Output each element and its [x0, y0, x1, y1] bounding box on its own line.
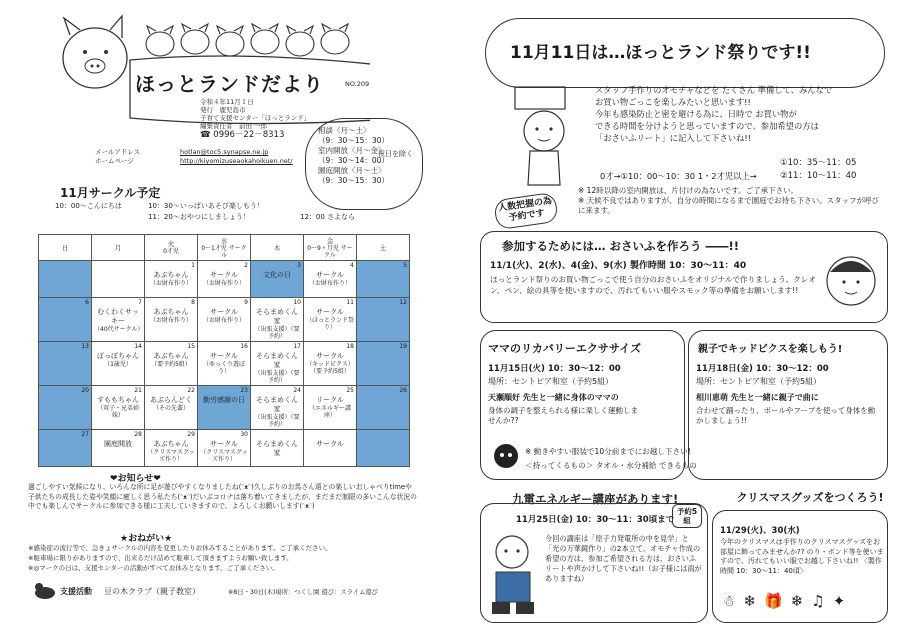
phone-number: ☎ 0996－22－8313 — [200, 130, 285, 140]
request-list — [28, 543, 423, 573]
schedule-item-3: 11：20〜おやつにしましょう！ — [148, 213, 250, 221]
day-number: 11 — [346, 299, 354, 306]
xmas-decorations — [722, 592, 853, 610]
day-number: 2 — [244, 262, 248, 269]
day-event: そらまめくん家 — [256, 308, 298, 325]
calendar-week-row — [39, 430, 410, 467]
calendar-week-row — [39, 261, 410, 298]
calendar-day-cell — [145, 386, 198, 430]
day-number: 13 — [81, 343, 89, 350]
calendar-day-cell — [357, 261, 410, 298]
calendar-day-cell — [251, 430, 304, 467]
day-number: 10 — [293, 299, 301, 306]
day-event-detail: （1歳児） — [104, 361, 132, 368]
wallet-dates: 11/1(火)、2(水)、4(金)、9(水) 製作時間 10：30〜11：40 — [490, 261, 747, 271]
kids-place: 場所：セントピア和室（予約5組） — [696, 377, 822, 386]
kids-date: 11月18日(金) 10：30〜12：00 — [696, 364, 829, 374]
publisher-name: 鹿児島市 — [219, 106, 246, 114]
time-slot-2: ②11：10〜11：40 — [780, 171, 857, 181]
sheep-icon — [490, 440, 522, 472]
hours-line-2: （9：30〜15：30） — [318, 136, 389, 145]
day-event: ぽっぽちゃん — [97, 352, 139, 360]
calendar-day-cell — [304, 342, 357, 386]
footer-text: 豆の木クラブ（親子教室） — [104, 587, 200, 596]
request-item-1: ※感染症の流行等で、急きょサークルの内容を変更したりお休みすることがあります。ご了承ください。 — [28, 544, 332, 552]
publisher-line — [200, 106, 370, 114]
newsletter-title: ほっとランドだより — [135, 72, 324, 96]
mama-date: 11月15日(火) 10：30〜12：00 — [488, 364, 621, 374]
calendar-header: 月 — [92, 235, 145, 261]
calendar-week-row — [39, 298, 410, 342]
music-note-icon: ♫ — [811, 592, 833, 610]
calendar-day-cell — [198, 298, 251, 342]
day-number: 26 — [399, 387, 407, 394]
day-event-detail: （クリスマスグッズ作り） — [147, 449, 195, 463]
gift-icon: 🎁 — [764, 592, 791, 610]
xmas-text: 今年のクリスマスは手作りのクリスマスグッズをお部屋に飾ってみませんか?? のり・ボンド等を使いますので、汚れてもいい服でお越し下さいね!! 〈製作時間 10：30〜11：40頃〉 — [720, 538, 884, 575]
calendar-day-cell — [39, 386, 92, 430]
calendar-day-cell — [251, 386, 304, 430]
xmas-title: クリスマスグッズをつくろう! — [736, 491, 884, 504]
day-event: サークル — [316, 271, 344, 279]
hours-line-4: （9：30〜14：00） — [318, 156, 389, 165]
right-page — [450, 0, 900, 636]
request-title: ★おねがい★ — [120, 534, 173, 544]
child-face-illustration — [820, 250, 882, 312]
calendar-day-cell — [357, 430, 410, 467]
day-number: 16 — [240, 343, 248, 350]
day-event-detail: （要予約5組） — [151, 361, 191, 368]
day-event-detail: （エネルギー講座） — [308, 405, 351, 419]
day-event: そらまめくん家 — [256, 440, 298, 457]
issue-number: NO.209 — [345, 80, 370, 88]
calendar-week-row — [39, 342, 410, 386]
calendar-day-cell — [145, 430, 198, 467]
calendar-day-cell — [39, 298, 92, 342]
day-number: 7 — [138, 299, 142, 306]
day-event: あぶちゃん — [153, 352, 189, 360]
day-event: 勤労感謝の日 — [203, 396, 245, 404]
festival-text-line-1: スタッフ手作りのオモチャなどを たくさん 準備して、みんなで — [595, 85, 833, 95]
calendar-day-cell — [198, 342, 251, 386]
day-number: 12 — [399, 299, 407, 306]
calendar-day-cell — [357, 298, 410, 342]
reserve-badge: 人数把握の為予約です — [493, 192, 559, 230]
festival-note-2: ※ 天候不良ではありますが、自分の時間になるまで園庭でお待ち下さい。スタッフが呼びに来ます。 — [578, 196, 880, 215]
mail-link[interactable]: hotlan@toc5.synapse.ne.jp — [180, 148, 269, 156]
circle-calendar — [38, 234, 410, 467]
day-event-detail: （40代サークル） — [94, 326, 144, 333]
day-event: そらまめくん家 — [256, 352, 298, 369]
day-event-detail: （お財布作り） — [149, 317, 192, 324]
day-number: 4 — [350, 262, 354, 269]
calendar-header: 日 — [39, 235, 92, 261]
day-event-detail: （クリスマスグッズ作り） — [200, 449, 248, 463]
day-number: 29 — [187, 431, 195, 438]
day-event-detail: （双子・兄弟姉妹） — [96, 405, 139, 419]
calendar-day-cell — [304, 386, 357, 430]
mail-label: メールアドレス — [95, 148, 141, 156]
editor-name: 前田 一郎 — [239, 122, 268, 130]
bring-items: ＜持ってくるもの＞ タオル・水分補給 できるもの — [525, 461, 697, 470]
day-number: 3 — [297, 262, 301, 269]
time-slot-age: 0才→①10：00〜10：30 1・2才児以上→ — [600, 171, 757, 181]
day-number: 25 — [346, 387, 354, 394]
festival-text-line-3: 今年も感染防止と密を避ける為に、日時で お買い物が — [595, 109, 797, 119]
footer-note: ※8日・30日(木)場所：つくし園 遊び：スライム遊び — [228, 589, 378, 596]
calendar-day-cell — [357, 342, 410, 386]
editor-label: 編集責任者 — [200, 122, 233, 130]
calendar-day-cell — [92, 430, 145, 467]
festival-text-line-4: できる時間を分けようと思っていますので、参加希望の方は — [595, 121, 819, 131]
day-number: 14 — [134, 343, 142, 350]
schedule-item-1: 10：00〜こんにちは — [55, 202, 122, 210]
xmas-date: 11/29(火)、30(水) — [720, 526, 800, 536]
mama-text: 身体の調子を整えられる様に楽しく運動しませんか?? — [488, 406, 638, 425]
mama-title: ママのリカバリーエクササイズ — [488, 342, 642, 355]
snowman-icon: ☃ — [722, 592, 744, 610]
calendar-header: 火 0才児 — [145, 235, 198, 261]
day-event: サークル — [210, 308, 238, 316]
day-number: 30 — [240, 431, 248, 438]
day-event: あぶちゃん — [153, 271, 189, 279]
hours-line-5: 園庭開放〈月〜土〉 — [318, 166, 386, 175]
festival-text-line-2: お買い物ごっこを楽しみたいと思います!! — [595, 97, 751, 107]
hours-line-3: 室内開放〈月〜金〉 — [318, 146, 386, 155]
candy-cane-icon: ✦ — [832, 592, 854, 610]
calendar-day-cell — [198, 261, 251, 298]
hours-line-1: 相談〈月〜土〉 — [318, 126, 371, 135]
calendar-day-cell — [92, 386, 145, 430]
circle-schedule-title: 11月サークル予定 — [60, 186, 161, 200]
calendar-day-cell — [304, 430, 357, 467]
snowflake-icon: ❄ — [790, 592, 812, 610]
calendar-day-cell — [145, 298, 198, 342]
calendar-day-cell — [251, 298, 304, 342]
wallet-title: 参加するためには… おさいふを作ろう ――!! — [502, 239, 739, 253]
hours-holiday-note: 祝日を除く — [378, 150, 413, 158]
notice-text: 過ごしやすい気候になり、いろんな所に足が遊びやすくなりましたね(ᵔᴥᵔ)久しぶりのお馬さん遠との楽しいおしゃべりtimeや子供たちの成長した姿や笑顔に癒しく思う私たち(ᵔᴥᵔ)だいぶコロナは落ち着いてきましたが、まだまだ制限の多いこんな状況の中でも楽しんでサークルに参加できる様に工夫していきますので、よろしくお願いします(ᵔᴥᵔ) — [28, 483, 417, 510]
day-number: 19 — [399, 343, 407, 350]
request-item-2: ※駐車場に限りがありますので、出来るだけ詰めて駐車して頂きますようお願い致します。 — [28, 554, 293, 562]
publish-date: 令和４年11月１日 — [200, 98, 254, 106]
day-event: サークル — [316, 352, 344, 360]
day-number: 20 — [81, 387, 89, 394]
day-event-detail: （お財布作り） — [202, 317, 245, 324]
time-slot-1: ①10：35〜11：05 — [780, 158, 857, 168]
day-event-detail: （ゆっくり遊ぼう） — [203, 361, 245, 375]
day-event: リークル — [316, 396, 344, 404]
day-event: そらまめくん家 — [256, 396, 298, 413]
kids-teacher: 相川恵萌 先生と一緒に親子で曲に — [696, 393, 819, 402]
festival-title: 11月11日は…ほっとランド祭りです!! — [510, 43, 811, 63]
festival-note-1: ※ 12時以降の室内開放は、片付けの為ないです。ご了承下さい。 — [578, 186, 799, 195]
schedule-item-4: 12：00 さよなら — [300, 213, 356, 221]
day-number: 15 — [187, 343, 195, 350]
center-name: 子育て支援センター「ほっとランド」 — [200, 114, 311, 122]
duck-icon — [32, 580, 56, 600]
bring-text: ※ 動きやすい服装で10分前までにお越し下さい! — [525, 447, 691, 456]
kyuden-reserve-badge: 予約5組 — [672, 504, 702, 528]
day-number: 24 — [293, 387, 301, 394]
day-event: サークル — [210, 352, 238, 360]
day-number: 5 — [403, 262, 407, 269]
calendar-day-cell — [39, 430, 92, 467]
calendar-header: 水 0〜1才児 サークル — [198, 235, 251, 261]
day-number: 22 — [187, 387, 195, 394]
child-sign-illustration — [510, 85, 580, 205]
day-number: 9 — [244, 299, 248, 306]
day-event: サークル — [210, 271, 238, 279]
festival-notes — [578, 186, 883, 216]
kids-text: 合わせて踊ったり、ボールやフープを使って身体を動かしましょう!! — [696, 406, 876, 425]
calendar-day-cell — [304, 261, 357, 298]
robot-illustration — [488, 532, 538, 618]
home-label: ホームページ — [95, 157, 134, 165]
day-event: サークル — [316, 440, 344, 448]
publisher-label: 発行 — [200, 106, 213, 114]
notice-title: ❤お知らせ❤ — [110, 474, 161, 484]
snowflake-icon: ❄ — [743, 592, 765, 610]
calendar-day-cell — [92, 261, 145, 298]
calendar-day-cell — [39, 261, 92, 298]
calendar-header: 土 — [357, 235, 410, 261]
calendar-day-cell — [251, 342, 304, 386]
phone-value: 0996－22－8313 — [213, 130, 285, 140]
schedule-item-2: 10：30〜いっぱいあそび楽しもう！ — [148, 202, 264, 210]
calendar-day-cell — [92, 342, 145, 386]
calendar-day-cell — [198, 386, 251, 430]
day-event-detail: （出張支援）（要予約） — [254, 414, 300, 428]
kids-title: 親子でキッドビクスを楽しもう! — [698, 344, 843, 355]
kyuden-text: 今回の講座は「原子力発電所の中を見学」と「光の万華鏡作り」の2本立て。オモチャ作成の希望の方は、参加ご希望される方は、おさいふリートや声かけして下さいね!!（お子様には雨がありますね） — [545, 534, 702, 583]
day-number: 1 — [191, 262, 195, 269]
calendar-day-cell — [251, 261, 304, 298]
calendar-day-cell — [304, 298, 357, 342]
day-event-detail: （お財布作り） — [149, 280, 192, 287]
mama-teacher: 天瀬順好 先生と一緒に身体のママの — [488, 393, 619, 402]
calendar-day-cell — [198, 430, 251, 467]
kyuden-title: 九電エネルギー講座があります! — [512, 492, 679, 506]
day-event-detail: （出張支援）（要予約） — [254, 370, 300, 384]
calendar-day-cell — [39, 342, 92, 386]
wallet-text: ほっとランド祭りのお買い物ごっこで使う自分のおさいふをオリジナルで作りましょう。クレオン、ペン、絵の具等を使いますので、汚れてもいい服やスモック等の準備をお願いします!! — [490, 275, 816, 295]
calendar-header: 木 — [251, 235, 304, 261]
day-event-detail: （ほっとランド祭り） — [306, 317, 355, 331]
day-number: 28 — [134, 431, 142, 438]
calendar-day-cell — [357, 386, 410, 430]
day-event: サークル — [316, 308, 344, 316]
kyuden-date: 11月25日(金) 10：30〜11：30頃まで — [516, 515, 675, 525]
calendar-header-row — [39, 235, 410, 261]
day-number: 8 — [191, 299, 195, 306]
calendar-day-cell — [92, 298, 145, 342]
calendar-header: 金 0〜9ヶ月児 サークル — [304, 235, 357, 261]
day-event: すももちゃん — [97, 396, 139, 404]
day-number: 23 — [240, 387, 248, 394]
day-event-detail: （出張支援）（要予約） — [254, 326, 300, 340]
calendar-week-row — [39, 386, 410, 430]
request-item-3: ※◎マークの日は、支援センターの活動がすべてお休みとなります。ご了承ください。 — [28, 564, 279, 572]
footer-label: 支援活動 — [60, 587, 92, 596]
hours-line-6: （9：30〜15：30） — [318, 176, 389, 185]
calendar-day-cell — [145, 261, 198, 298]
day-number: 27 — [81, 431, 89, 438]
day-event-detail: （その先輩） — [152, 405, 189, 412]
day-event-detail: （キッドビクス）（要予約5組） — [306, 361, 354, 375]
day-event: 文化の日 — [263, 271, 291, 279]
festival-text — [595, 84, 885, 144]
day-number: 21 — [134, 387, 142, 394]
day-event: あぶちゃん — [153, 308, 189, 316]
day-number: 18 — [346, 343, 354, 350]
day-event: むくわくサッキー — [97, 308, 139, 325]
day-number: 6 — [85, 299, 89, 306]
calendar-day-cell — [145, 342, 198, 386]
homepage-link[interactable]: http://kiyomizuseaokahoikuen.net/ — [180, 157, 293, 165]
mama-place: 場所：セントピア和室（予約5組） — [488, 377, 614, 386]
festival-text-line-5: 「おさいふリート」に記入して下さいね!! — [595, 133, 751, 143]
calendar-body — [39, 261, 410, 467]
day-event-detail: （お財布作り） — [202, 280, 245, 287]
day-number: 17 — [293, 343, 301, 350]
day-event: あぶちゃん — [153, 440, 189, 448]
day-event: あぶらんどく — [150, 396, 192, 404]
day-event: 園庭開放 — [104, 440, 132, 448]
day-event: サークル — [210, 440, 238, 448]
day-event-detail: （お財布作り） — [308, 280, 351, 287]
